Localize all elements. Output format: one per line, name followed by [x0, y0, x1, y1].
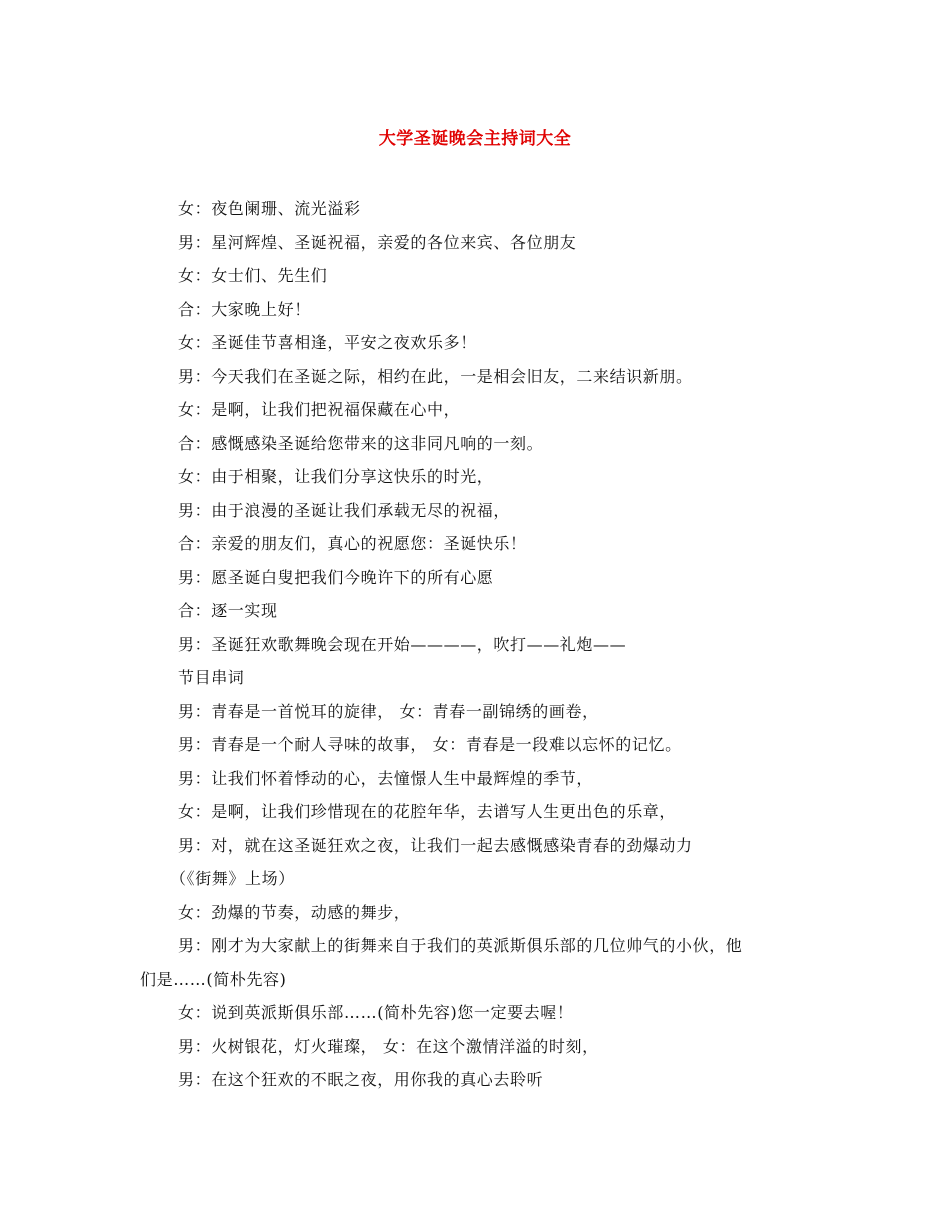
section-heading: 节目串词	[178, 668, 245, 687]
dialogue-line: 男：让我们怀着悸动的心，去憧憬人生中最辉煌的季节，	[178, 768, 594, 788]
dialogue-line: 女：劲爆的节奏，动感的舞步，	[178, 902, 411, 922]
stage-direction: （《街舞》上场）	[170, 869, 295, 888]
dialogue-line: 女：是啊，让我们把祝福保藏在心中，	[178, 400, 461, 419]
dialogue-line: 女：圣诞佳节喜相逢，平安之夜欢乐多！	[178, 333, 477, 352]
document-body	[140, 192, 820, 1097]
dialogue-line: 男：火树银花，灯火璀璨， 女：在这个激情洋溢的时刻，	[178, 1036, 599, 1056]
dialogue-line: 男：青春是一个耐人寻味的故事， 女：青春是一段难以忘怀的记忆。	[178, 735, 682, 754]
document-title: 大学圣诞晚会主持词大全	[378, 129, 572, 149]
dialogue-line: 合：大家晚上好！	[178, 299, 311, 319]
dialogue-line: 女：说到英派斯俱乐部……(简朴先容)您一定要去喔！	[178, 1003, 574, 1022]
dialogue-line: 男：星河辉煌、圣诞祝福，亲爱的各位来宾、各位朋友	[178, 232, 577, 252]
dialogue-line: 女：是啊，让我们珍惜现在的花腔年华，去谱写人生更出色的乐章，	[178, 802, 677, 821]
dialogue-line: 合：感慨感染圣诞给您带来的这非同凡响的一刻。	[178, 433, 544, 453]
dialogue-line: 合：亲爱的朋友们，真心的祝愿您：圣诞快乐！	[178, 534, 527, 553]
dialogue-line: 男：刚才为大家献上的街舞来自于我们的英派斯俱乐部的几位帅气的小伙，他	[178, 936, 743, 955]
dialogue-line: 女：由于相聚，让我们分享这快乐的时光，	[178, 467, 494, 486]
dialogue-line: 合：逐一实现	[178, 601, 278, 620]
dialogue-line: 男：圣诞狂欢歌舞晚会现在开始————，吹打——礼炮——	[178, 634, 627, 654]
dialogue-line: 女：夜色阑珊、流光溢彩	[178, 199, 361, 218]
dialogue-line: 男：对，就在这圣诞狂欢之夜，让我们一起去感慨感染青春的劲爆动力	[178, 835, 693, 855]
dialogue-line: 男：愿圣诞白叟把我们今晚许下的所有心愿	[178, 567, 494, 587]
dialogue-line: 男：由于浪漫的圣诞让我们承载无尽的祝福，	[178, 500, 511, 520]
dialogue-line: 男：青春是一首悦耳的旋律， 女：青春一副锦绣的画卷，	[178, 701, 599, 721]
dialogue-line: 男：今天我们在圣诞之际，相约在此，一是相会旧友，二来结识新朋。	[178, 366, 693, 386]
dialogue-line-continued: 们是……(简朴先容)	[140, 969, 287, 989]
dialogue-line: 女：女士们、先生们	[178, 266, 328, 285]
dialogue-line: 男：在这个狂欢的不眠之夜，用你我的真心去聆听	[178, 1070, 544, 1089]
